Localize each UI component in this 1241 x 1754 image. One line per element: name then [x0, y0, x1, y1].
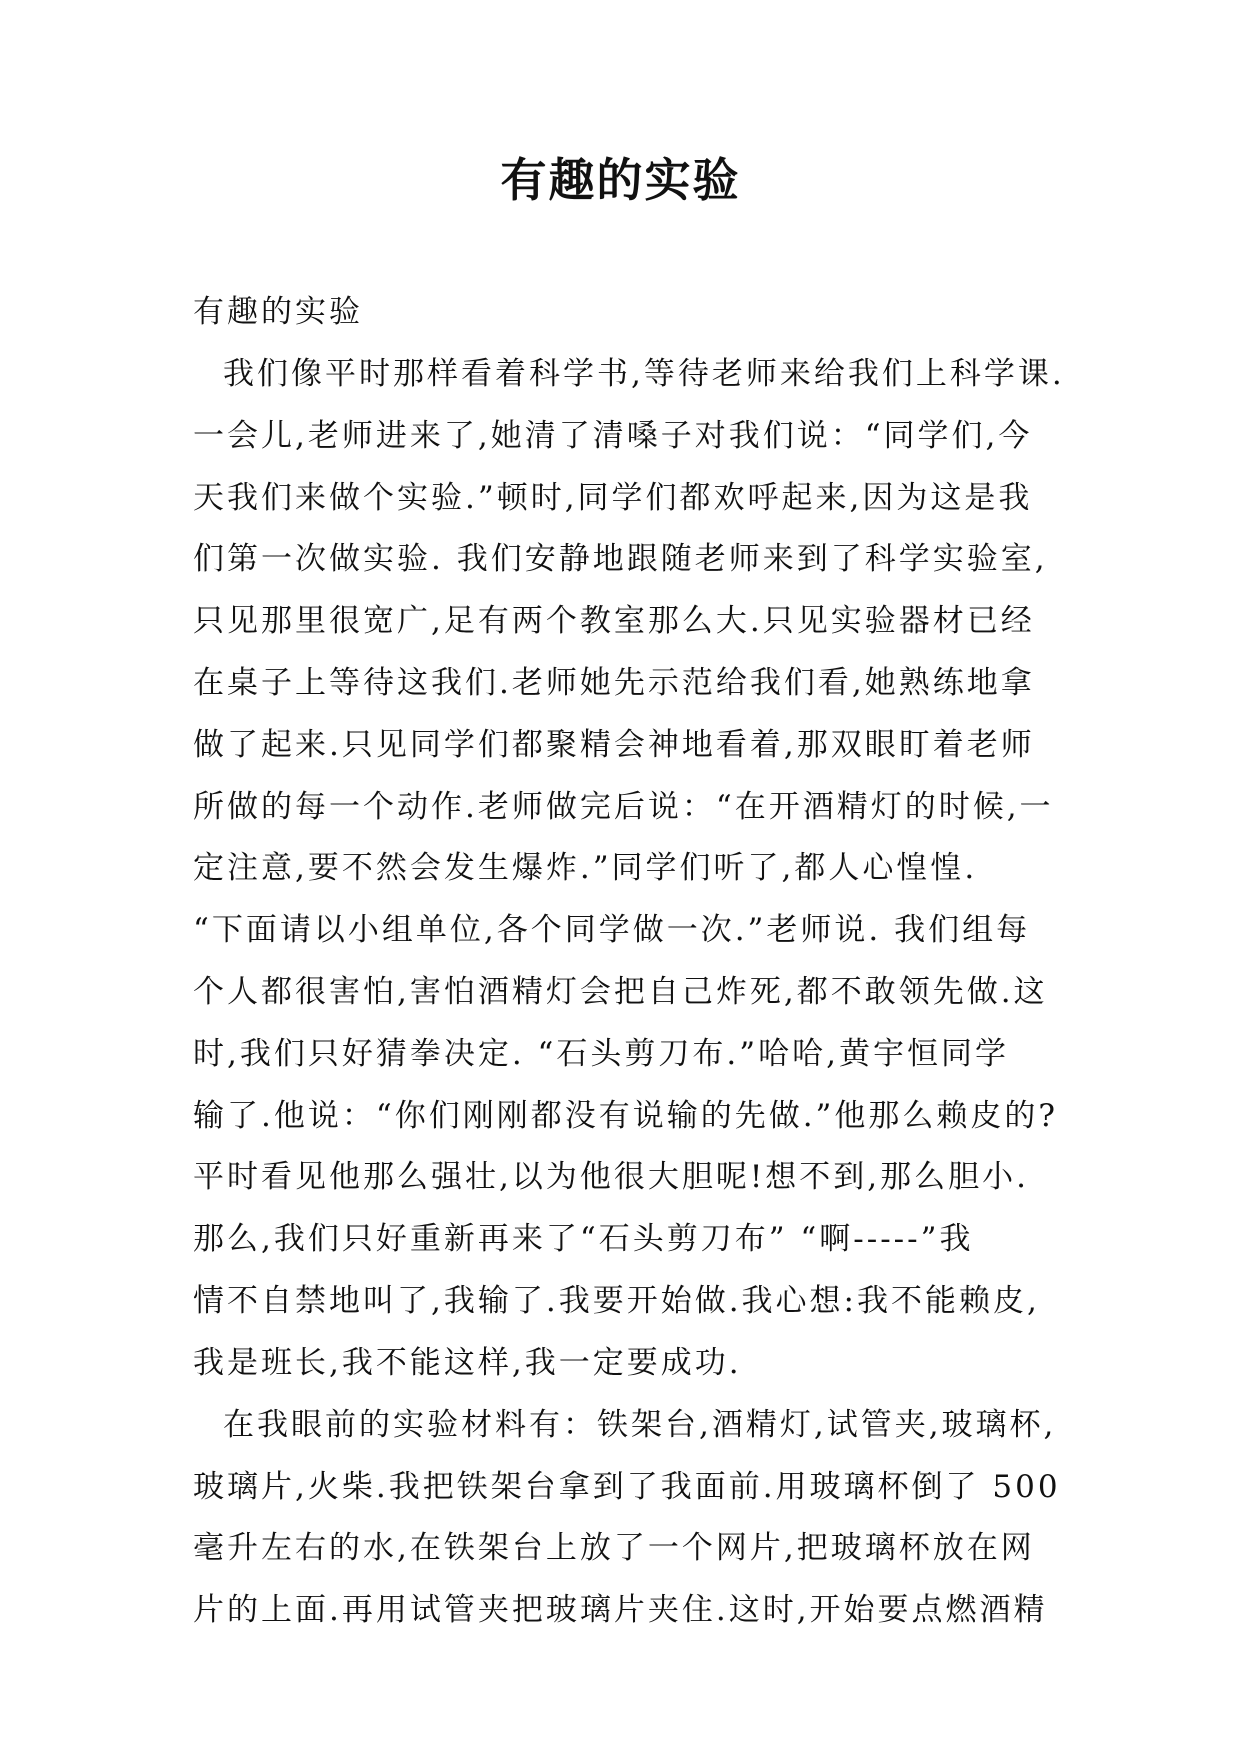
paragraph-1-line-4: 们第一次做实验. 我们安静地跟随老师来到了科学实验室, [193, 541, 1048, 577]
paragraph-1-line-8: 所做的每一个动作.老师做完后说：“在开酒精灯的时候,一 [193, 789, 1054, 825]
paragraph-1-line-9: 定注意,要不然会发生爆炸.”同学们听了,都人心惶惶. [193, 850, 978, 886]
paragraph-1-line-6: 在桌子上等待这我们.老师她先示范给我们看,她熟练地拿 [193, 665, 1035, 701]
paragraph-1-line-17: 我是班长,我不能这样,我一定要成功. [193, 1345, 742, 1381]
paragraph-1-line-15: 那么,我们只好重新再来了“石头剪刀布” “啊-----”我 [193, 1221, 974, 1257]
paragraph-1-line-10: “下面请以小组单位,各个同学做一次.”老师说. 我们组每 [193, 912, 1031, 948]
paragraph-1-line-14: 平时看见他那么强壮,以为他很大胆呢!想不到,那么胆小. [193, 1159, 1030, 1195]
paragraph-2-line-1: 在我眼前的实验材料有：铁架台,酒精灯,试管夹,玻璃杯, [223, 1407, 1057, 1443]
paragraph-2-line-3: 毫升左右的水,在铁架台上放了一个网片,把玻璃杯放在网 [193, 1530, 1035, 1566]
paragraph-1-line-16: 情不自禁地叫了,我输了.我要开始做.我心想:我不能赖皮, [193, 1283, 1040, 1319]
paragraph-2-line-4: 片的上面.再用试管夹把玻璃片夹住.这时,开始要点燃酒精 [193, 1592, 1048, 1628]
paragraph-2-line-2: 玻璃片,火柴.我把铁架台拿到了我面前.用玻璃杯倒了 500 [193, 1469, 1061, 1505]
paragraph-1-line-2: 一会儿,老师进来了,她清了清嗓子对我们说：“同学们,今 [193, 418, 1033, 454]
document-title: 有趣的实验 [500, 153, 741, 207]
paragraph-1-line-5: 只见那里很宽广,足有两个教室那么大.只见实验器材已经 [193, 603, 1035, 639]
paragraph-1-line-7: 做了起来.只见同学们都聚精会神地看着,那双眼盯着老师 [193, 727, 1035, 763]
paragraph-1-line-13: 输了.他说：“你们刚刚都没有说输的先做.”他那么赖皮的? [193, 1098, 1059, 1134]
body-subtitle: 有趣的实验 [193, 294, 363, 330]
paragraph-1-line-3: 天我们来做个实验.”顿时,同学们都欢呼起来,因为这是我 [193, 480, 1033, 516]
paragraph-1-line-1: 我们像平时那样看着科学书,等待老师来给我们上科学课. [223, 356, 1065, 392]
paragraph-1-line-12: 时,我们只好猜拳决定. “石头剪刀布.”哈哈,黄宇恒同学 [193, 1036, 1009, 1072]
paragraph-1-line-11: 个人都很害怕,害怕酒精灯会把自己炸死,都不敢领先做.这 [193, 974, 1048, 1010]
